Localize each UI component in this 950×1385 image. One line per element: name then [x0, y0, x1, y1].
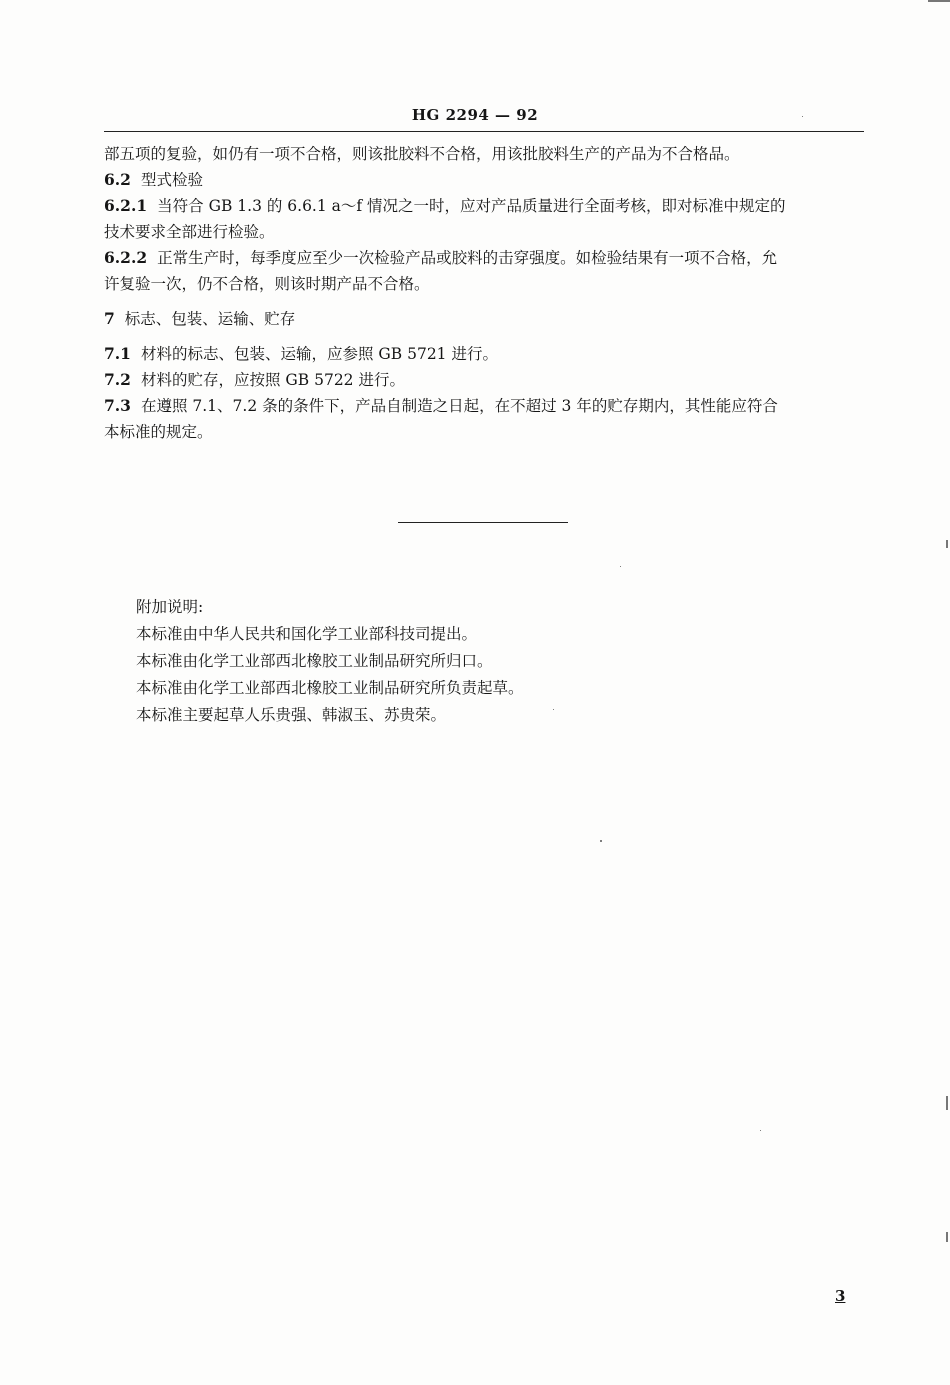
line-text: 技术要求全部进行检验。	[104, 223, 275, 241]
clause-line	[104, 193, 864, 219]
chapter-number: 7	[104, 309, 115, 328]
clause-number: 6.2.2	[104, 248, 148, 267]
clause-line	[104, 245, 864, 271]
scan-speck	[620, 566, 621, 567]
page-header: HG 2294 — 92	[411, 106, 539, 124]
clause-number: 7.1	[104, 344, 131, 363]
line-text: 部五项的复验，如仍有一项不合格，则该批胶料不合格，用该批胶料生产的产品为不合格品。	[104, 145, 740, 163]
notes-line: 本标准由化学工业部西北橡胶工业制品研究所归口。	[136, 652, 493, 670]
line-text: 标志、包装、运输、贮存	[124, 310, 296, 328]
header-rule	[104, 131, 864, 132]
additional-notes	[136, 594, 524, 729]
scan-edge-mark	[946, 1096, 948, 1110]
notes-title: 附加说明:	[136, 598, 204, 616]
section-number: 6.2	[104, 170, 131, 189]
scan-speck	[553, 709, 554, 710]
clause-number: 7.3	[104, 396, 131, 415]
scan-edge-mark	[946, 1232, 948, 1242]
body-line	[104, 271, 864, 297]
line-text: 材料的标志、包装、运输，应参照 GB 5721 进行。	[140, 345, 498, 363]
line-text: 当符合 GB 1.3 的 6.6.1 a～f 情况之一时，应对产品质量进行全面考核，即对标准中规定的	[157, 197, 786, 215]
page-number: 3	[835, 1287, 846, 1305]
body-line	[104, 419, 864, 445]
clause-line	[104, 341, 864, 367]
line-text: 型式检验	[140, 171, 203, 189]
line-text: 在遵照 7.1、7.2 条的条件下，产品自制造之日起，在不超过 3 年的贮存期内，其性能应符合	[140, 397, 778, 415]
line-text: 正常生产时，每季度应至少一次检验产品或胶料的击穿强度。如检验结果有一项不合格，允	[157, 249, 778, 267]
clause-number: 7.2	[104, 370, 131, 389]
chapter-heading	[104, 306, 864, 332]
section-heading	[104, 167, 864, 193]
scan-speck	[760, 1130, 761, 1131]
body-line	[104, 141, 864, 167]
clause-line	[104, 367, 864, 393]
notes-line: 本标准由中华人民共和国化学工业部科技司提出。	[136, 625, 478, 643]
line-text: 本标准的规定。	[104, 423, 213, 441]
end-of-text-rule	[398, 522, 568, 523]
scan-edge-mark	[946, 540, 948, 548]
notes-line: 本标准主要起草人乐贵强、韩淑玉、苏贵荣。	[136, 706, 447, 724]
line-text: 许复验一次，仍不合格，则该时期产品不合格。	[104, 275, 430, 293]
notes-line: 本标准由化学工业部西北橡胶工业制品研究所负责起草。	[136, 679, 524, 697]
line-text: 材料的贮存，应按照 GB 5722 进行。	[140, 371, 405, 389]
body-line	[104, 219, 864, 245]
clause-line	[104, 393, 864, 419]
scan-edge-mark	[928, 0, 950, 2]
scan-speck	[600, 840, 602, 842]
scan-speck	[802, 116, 803, 117]
clause-number: 6.2.1	[104, 196, 148, 215]
body-text	[104, 141, 864, 445]
